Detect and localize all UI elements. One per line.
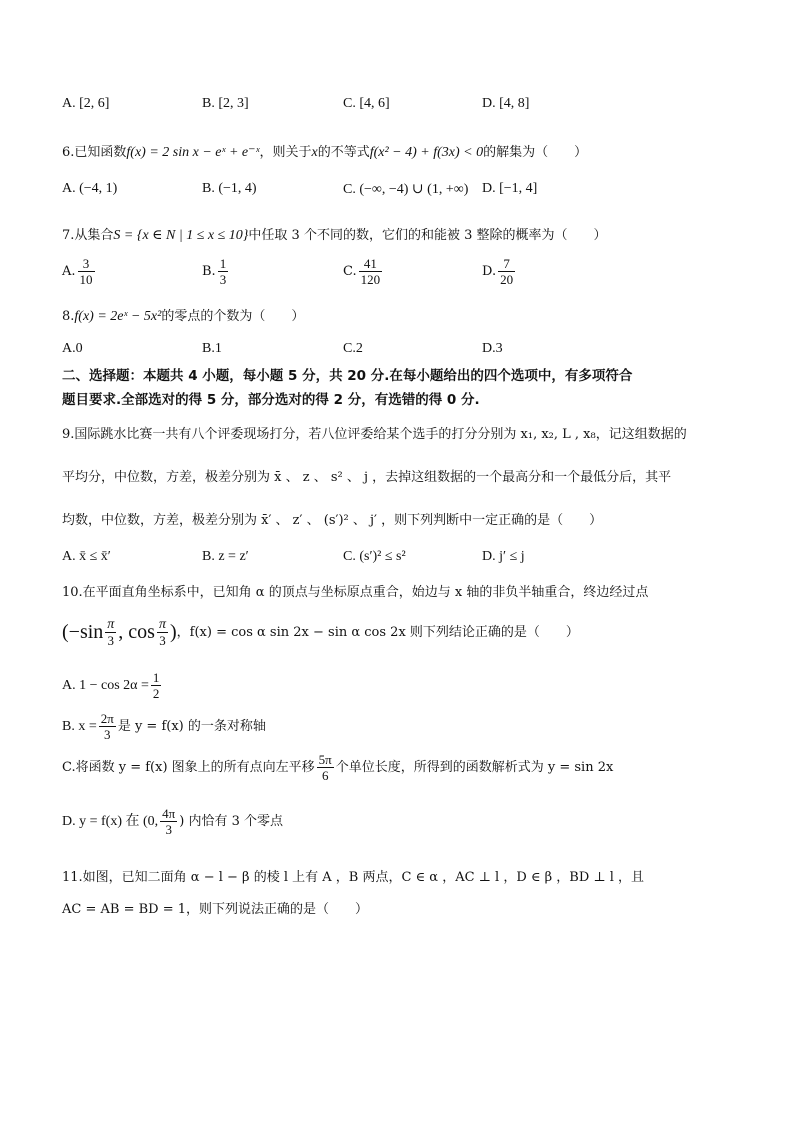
q10-option-d [62,802,283,842]
question-6-stem [62,141,587,161]
q6-option-b: B. (−1, 4) [202,181,257,196]
q7-option-d-denominator: 20 [500,272,514,287]
q10-point-close: ) [169,621,177,643]
q7-option-d-numerator: 7 [498,256,515,272]
q6-stem-a: 6.已知函数 [62,145,127,160]
q10-option-d-denominator: 3 [165,822,172,837]
q7-option-b-letter: B. [202,264,216,279]
q9-options [62,549,732,573]
q5-option-a: A. [2, 6] [62,96,110,111]
q7-options [62,256,732,292]
q10-option-c [62,750,613,786]
q5-option-c: C. [4, 6] [343,96,390,111]
q7-option-b-denominator: 3 [219,272,227,287]
q7-option-a-numerator: 3 [78,256,95,272]
q7-option-c [343,256,384,287]
q10-option-a-numerator: 1 [152,670,160,685]
q6-option-d: D. [−1, 4] [482,181,538,196]
q8-function: f(x) = 2eˣ − 5x² [74,309,162,324]
section-2-line-2: 题目要求.全部选对的得 5 分，部分选对的得 2 分，有选错的得 0 分. [62,392,480,408]
question-7-stem [62,224,606,244]
q10-option-c-tail: 个单位长度，所得到的函数解析式为 y = sin 2x [335,760,614,775]
q8-stem-b: 的零点的个数为（ ） [161,309,305,324]
q10-pi-2: π [158,617,166,632]
q8-option-b: B.1 [202,341,222,356]
q10-option-a-text: A. 1 − cos 2α = [62,678,149,693]
q7-option-b-numerator: 1 [219,256,227,271]
q7-option-c-denominator: 120 [360,272,381,287]
q9-option-c: C. (s′)² ≤ s² [343,549,406,564]
q7-option-c-letter: C. [343,264,357,279]
q7-option-d [482,256,517,287]
q10-point-open: (−sin [62,621,104,643]
q5-option-b: B. [2, 3] [202,96,249,111]
q7-option-a-letter: A. [62,264,76,279]
q5-option-d: D. [4, 8] [482,96,530,111]
q10-option-d-tail: ) 内恰有 3 个零点 [179,814,283,829]
q6-stem-c: 的不等式 [317,145,370,160]
q7-option-a-denominator: 10 [79,272,93,287]
question-8-stem [62,305,304,325]
q6-function: f(x) = 2 sin x − eˣ + e⁻ˣ [126,145,260,160]
q6-option-a: A. (−4, 1) [62,181,118,196]
q11-line-1: 11.如图，已知二面角 α − l − β 的棱 l 上有 A ，B 两点，C ∈ α ，AC ⊥ l ，D ∈ β ，BD ⊥ l ，且 [62,870,645,885]
q7-set: S = {x ∈ N | 1 ≤ x ≤ 10} [113,228,249,243]
q6-variable: x [311,145,318,160]
q6-stem-b: ，则关于 [259,145,312,160]
q6-inequality: f(x² − 4) + f(3x) < 0 [369,145,484,160]
q8-option-a: A.0 [62,341,83,356]
q10-option-b-denominator: 3 [104,727,111,742]
q10-option-d-numerator: 4π [162,806,176,821]
q10-option-c-denominator: 6 [321,768,329,783]
q9-option-a: A. x̄ ≤ x̄′ [62,549,111,564]
q10-option-c-numerator: 5π [318,752,332,767]
q8-options [62,341,732,365]
q9-line-2: 平均分，中位数，方差，极差分别为 x̄ 、 z 、 s² 、 j ，去掉这组数据的一个最高分和一个最低分后，其平 [62,470,672,485]
q7-option-c-numerator: 41 [359,256,383,272]
q10-option-b-numerator: 2π [100,711,114,726]
q10-option-a-denominator: 2 [152,686,160,701]
section-2-line-1: 二、选择题：本题共 4 小题，每小题 5 分，共 20 分.在每小题给出的四个选项中，有多项符合 [62,368,633,384]
q6-stem-d: 的解集为（ ） [483,145,588,160]
q7-option-b [202,256,230,287]
q10-line-2-text: ，f(x) = cos α sin 2x − sin α cos 2x 则下列结论正确的是（ ） [176,625,579,640]
q10-line-1: 10.在平面直角坐标系中，已知角 α 的顶点与坐标原点重合，始边与 x 轴的非负半轴重合，终边经过点 [62,585,649,600]
q6-option-c: C. (−∞, −4) ∪ (1, +∞) [343,182,469,197]
q10-three-2: 3 [159,633,166,648]
q6-options [62,181,732,205]
section-2-heading [62,364,734,412]
q10-point-mid: , cos [118,621,155,643]
q8-stem-a: 8. [62,309,75,324]
q9-option-d: D. j′ ≤ j [482,549,525,564]
q7-option-d-letter: D. [482,264,497,279]
q10-option-b-tail: 是 y = f(x) 的一条对称轴 [117,719,266,734]
q11-line-2: AC = AB = BD = 1，则下列说法正确的是（ ） [62,902,368,917]
q10-pi-1: π [107,617,115,632]
q9-line-1: 9.国际跳水比赛一共有八个评委现场打分，若八位评委给某个选手的打分分别为 x₁, x₂, L , x₈，记这组数据的 [62,427,687,442]
q7-stem-b: 中任取 3 个不同的数，它们的和能被 3 整除的概率为（ ） [248,228,607,243]
q9-option-b: B. z = z′ [202,549,249,564]
q10-option-d-text: D. y = f(x) 在 (0, [62,814,159,829]
q8-option-c: C.2 [343,341,363,356]
q10-three-1: 3 [107,633,115,648]
q10-option-b [62,709,266,745]
q7-stem-a: 7.从集合 [62,228,114,243]
q10-option-b-text: B. x = [62,719,97,734]
q10-option-a [62,668,163,704]
q9-line-3: 均数，中位数，方差，极差分别为 x̄′ 、 z′ 、 (s′)² 、 j′ ，则下列判断中一定正确的是（ ） [62,513,603,528]
q10-line-2 [62,612,579,652]
q5-options [62,96,732,120]
q7-option-a [62,256,97,287]
q8-option-d: D.3 [482,341,503,356]
q10-option-c-text: C.将函数 y = f(x) 图象上的所有点向左平移 [62,760,315,775]
